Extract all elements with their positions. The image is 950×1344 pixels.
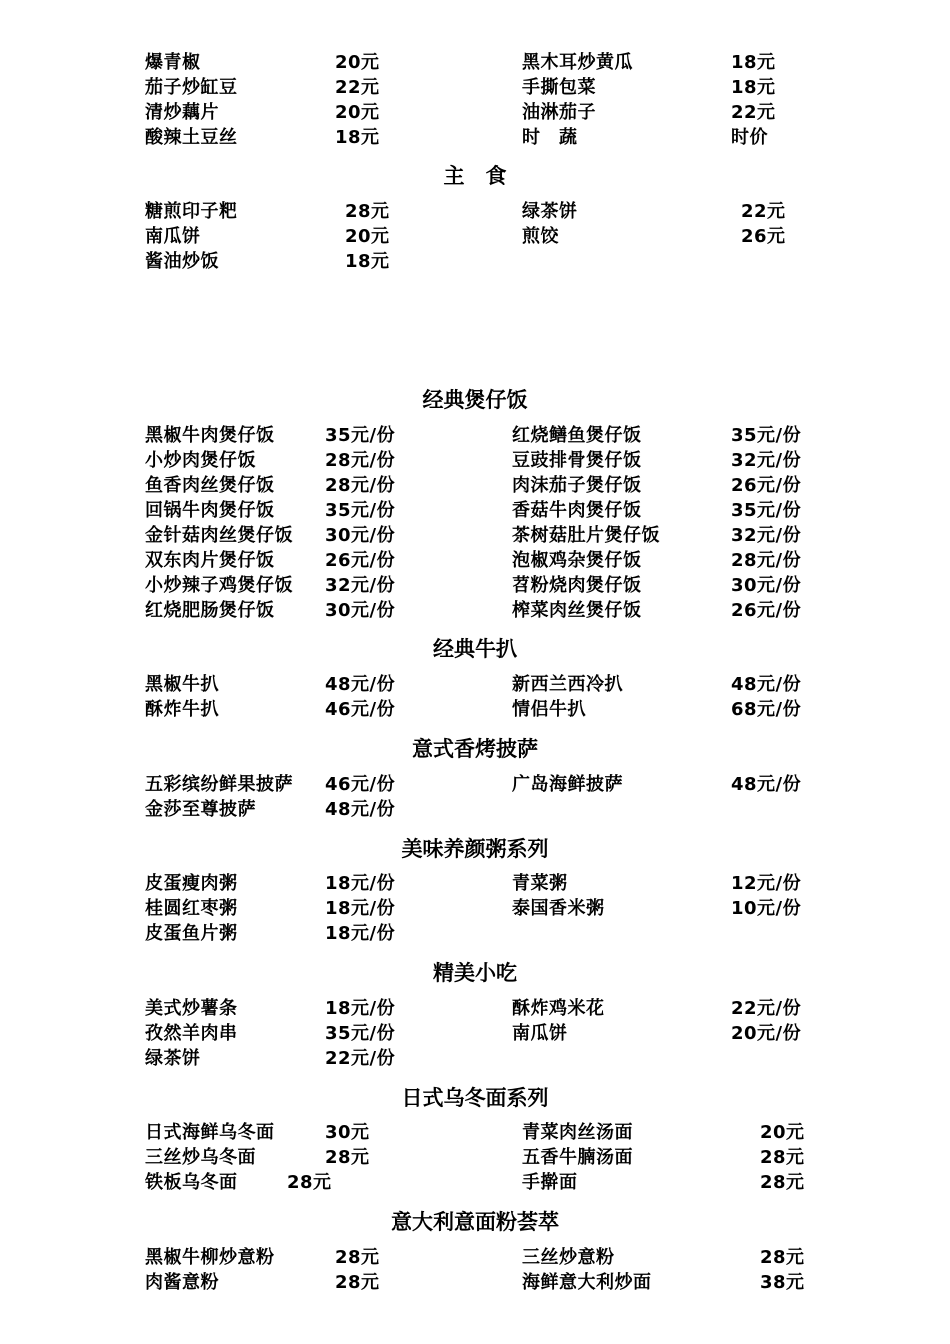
menu-item-name: 青菜粥 — [512, 873, 568, 894]
menu-item-price: 35元/份 — [325, 425, 396, 446]
menu-item-price: 26元/份 — [731, 475, 802, 496]
menu-item-price: 26元/份 — [731, 600, 802, 621]
menu-item-name: 酥炸牛扒 — [145, 699, 219, 720]
menu-item-price: 28元 — [760, 1147, 805, 1168]
menu-item-name: 三丝炒意粉 — [522, 1247, 615, 1268]
section-title: 日式乌冬面系列 — [401, 1086, 549, 1110]
menu-item-name: 铁板乌冬面 — [145, 1172, 238, 1193]
menu-item-price: 28元 — [325, 1147, 370, 1168]
menu-item-name: 黑椒牛柳炒意粉 — [145, 1247, 275, 1268]
menu-item-price: 20元 — [335, 102, 380, 123]
menu-item-name: 油淋茄子 — [522, 102, 596, 123]
menu-item-name: 日式海鲜乌冬面 — [145, 1122, 275, 1143]
menu-item-price: 35元/份 — [325, 500, 396, 521]
menu-item-price: 22元/份 — [325, 1048, 396, 1069]
menu-item-name: 新西兰西冷扒 — [512, 674, 623, 695]
menu-item-price: 48元/份 — [325, 799, 396, 820]
menu-item-price: 22元 — [335, 77, 380, 98]
menu-item-name: 香菇牛肉煲仔饭 — [512, 500, 642, 521]
menu-item-price: 35元/份 — [731, 500, 802, 521]
menu-item-price: 32元/份 — [731, 450, 802, 471]
menu-item-name: 五彩缤纷鲜果披萨 — [145, 774, 293, 795]
menu-item-price: 18元/份 — [325, 923, 396, 944]
menu-item-price: 28元 — [345, 201, 390, 222]
menu-item-name: 爆青椒 — [145, 52, 201, 73]
menu-item-name: 美式炒薯条 — [145, 998, 238, 1019]
menu-item-price: 28元 — [287, 1172, 332, 1193]
menu-item-name: 绿茶饼 — [522, 201, 578, 222]
menu-item-name: 苕粉烧肉煲仔饭 — [512, 575, 642, 596]
menu-item-name: 皮蛋鱼片粥 — [145, 923, 238, 944]
menu-item-name: 小炒辣子鸡煲仔饭 — [145, 575, 293, 596]
menu-item-price: 10元/份 — [731, 898, 802, 919]
menu-item-name: 孜然羊肉串 — [145, 1023, 238, 1044]
section-title: 美味养颜粥系列 — [401, 837, 549, 861]
menu-item-name: 金莎至尊披萨 — [145, 799, 256, 820]
menu-item-price: 28元 — [760, 1172, 805, 1193]
menu-item-price: 48元/份 — [731, 674, 802, 695]
section-title: 主 食 — [443, 164, 507, 188]
menu-item-price: 46元/份 — [325, 774, 396, 795]
section-title: 意式香烤披萨 — [412, 737, 538, 761]
menu-item-name: 桂圆红枣粥 — [145, 898, 238, 919]
menu-item-name: 茄子炒缸豆 — [145, 77, 238, 98]
menu-item-price: 35元/份 — [325, 1023, 396, 1044]
menu-item-price: 30元/份 — [731, 575, 802, 596]
menu-item-price: 28元 — [335, 1247, 380, 1268]
menu-item-price: 20元/份 — [731, 1023, 802, 1044]
menu-item-price: 28元 — [335, 1272, 380, 1293]
section-title: 意大利意面粉荟萃 — [391, 1210, 559, 1234]
menu-item-price: 28元/份 — [325, 450, 396, 471]
menu-item-price: 28元/份 — [731, 550, 802, 571]
menu-item-name: 酱油炒饭 — [145, 251, 219, 272]
menu-item-price: 30元 — [325, 1122, 370, 1143]
menu-item-name: 鱼香肉丝煲仔饭 — [145, 475, 275, 496]
menu-item-name: 时 蔬 — [522, 127, 578, 148]
menu-item-price: 22元 — [731, 102, 776, 123]
menu-item-name: 黑木耳炒黄瓜 — [522, 52, 633, 73]
section-title: 经典牛扒 — [433, 637, 517, 661]
menu-item-price: 48元/份 — [325, 674, 396, 695]
menu-item-name: 豆豉排骨煲仔饭 — [512, 450, 642, 471]
menu-item-name: 肉沫茄子煲仔饭 — [512, 475, 642, 496]
menu-item-name: 绿茶饼 — [145, 1048, 201, 1069]
menu-item-price: 28元 — [760, 1247, 805, 1268]
menu-item-price: 22元 — [741, 201, 786, 222]
menu-item-price: 20元 — [335, 52, 380, 73]
menu-item-name: 红烧鳝鱼煲仔饭 — [512, 425, 642, 446]
menu-item-price: 30元/份 — [325, 600, 396, 621]
menu-item-price: 18元 — [731, 77, 776, 98]
menu-item-price: 18元/份 — [325, 873, 396, 894]
menu-item-name: 酥炸鸡米花 — [512, 998, 605, 1019]
menu-item-name: 手擀面 — [522, 1172, 578, 1193]
menu-item-name: 南瓜饼 — [512, 1023, 568, 1044]
menu-item-name: 南瓜饼 — [145, 226, 201, 247]
menu-item-name: 海鲜意大利炒面 — [522, 1272, 652, 1293]
menu-item-price: 18元 — [345, 251, 390, 272]
menu-item-name: 黑椒牛肉煲仔饭 — [145, 425, 275, 446]
menu-item-name: 金针菇肉丝煲仔饭 — [145, 525, 293, 546]
menu-item-name: 煎饺 — [522, 226, 559, 247]
menu-item-price: 48元/份 — [731, 774, 802, 795]
menu-item-price: 18元 — [335, 127, 380, 148]
menu-item-name: 糖煎印子粑 — [145, 201, 238, 222]
menu-item-name: 酸辣土豆丝 — [145, 127, 238, 148]
menu-item-name: 手撕包菜 — [522, 77, 596, 98]
menu-item-name: 红烧肥肠煲仔饭 — [145, 600, 275, 621]
menu-item-price: 46元/份 — [325, 699, 396, 720]
menu-item-name: 小炒肉煲仔饭 — [145, 450, 256, 471]
menu-item-name: 榨菜肉丝煲仔饭 — [512, 600, 642, 621]
menu-item-price: 20元 — [345, 226, 390, 247]
menu-item-price: 18元/份 — [325, 898, 396, 919]
menu-item-price: 26元 — [741, 226, 786, 247]
menu-item-name: 黑椒牛扒 — [145, 674, 219, 695]
menu-item-price: 28元/份 — [325, 475, 396, 496]
menu-item-name: 双东肉片煲仔饭 — [145, 550, 275, 571]
menu-item-price: 时价 — [731, 127, 768, 148]
menu-item-price: 18元 — [731, 52, 776, 73]
menu-item-price: 18元/份 — [325, 998, 396, 1019]
menu-item-name: 广岛海鲜披萨 — [512, 774, 623, 795]
menu-item-price: 20元 — [760, 1122, 805, 1143]
menu-item-name: 皮蛋瘦肉粥 — [145, 873, 238, 894]
menu-item-name: 泡椒鸡杂煲仔饭 — [512, 550, 642, 571]
menu-item-price: 26元/份 — [325, 550, 396, 571]
menu-item-price: 32元/份 — [325, 575, 396, 596]
menu-item-price: 32元/份 — [731, 525, 802, 546]
menu-item-price: 35元/份 — [731, 425, 802, 446]
menu-item-name: 茶树菇肚片煲仔饭 — [512, 525, 660, 546]
menu-item-name: 回锅牛肉煲仔饭 — [145, 500, 275, 521]
menu-item-price: 22元/份 — [731, 998, 802, 1019]
menu-item-price: 30元/份 — [325, 525, 396, 546]
menu-item-price: 38元 — [760, 1272, 805, 1293]
menu-item-price: 68元/份 — [731, 699, 802, 720]
menu-item-price: 12元/份 — [731, 873, 802, 894]
section-title: 经典煲仔饭 — [422, 388, 528, 412]
section-title: 精美小吃 — [433, 961, 517, 985]
menu-item-name: 肉酱意粉 — [145, 1272, 219, 1293]
menu-item-name: 清炒藕片 — [145, 102, 219, 123]
menu-item-name: 泰国香米粥 — [512, 898, 605, 919]
menu-item-name: 三丝炒乌冬面 — [145, 1147, 256, 1168]
menu-item-name: 五香牛腩汤面 — [522, 1147, 633, 1168]
menu-item-name: 青菜肉丝汤面 — [522, 1122, 633, 1143]
menu-item-name: 情侣牛扒 — [512, 699, 586, 720]
